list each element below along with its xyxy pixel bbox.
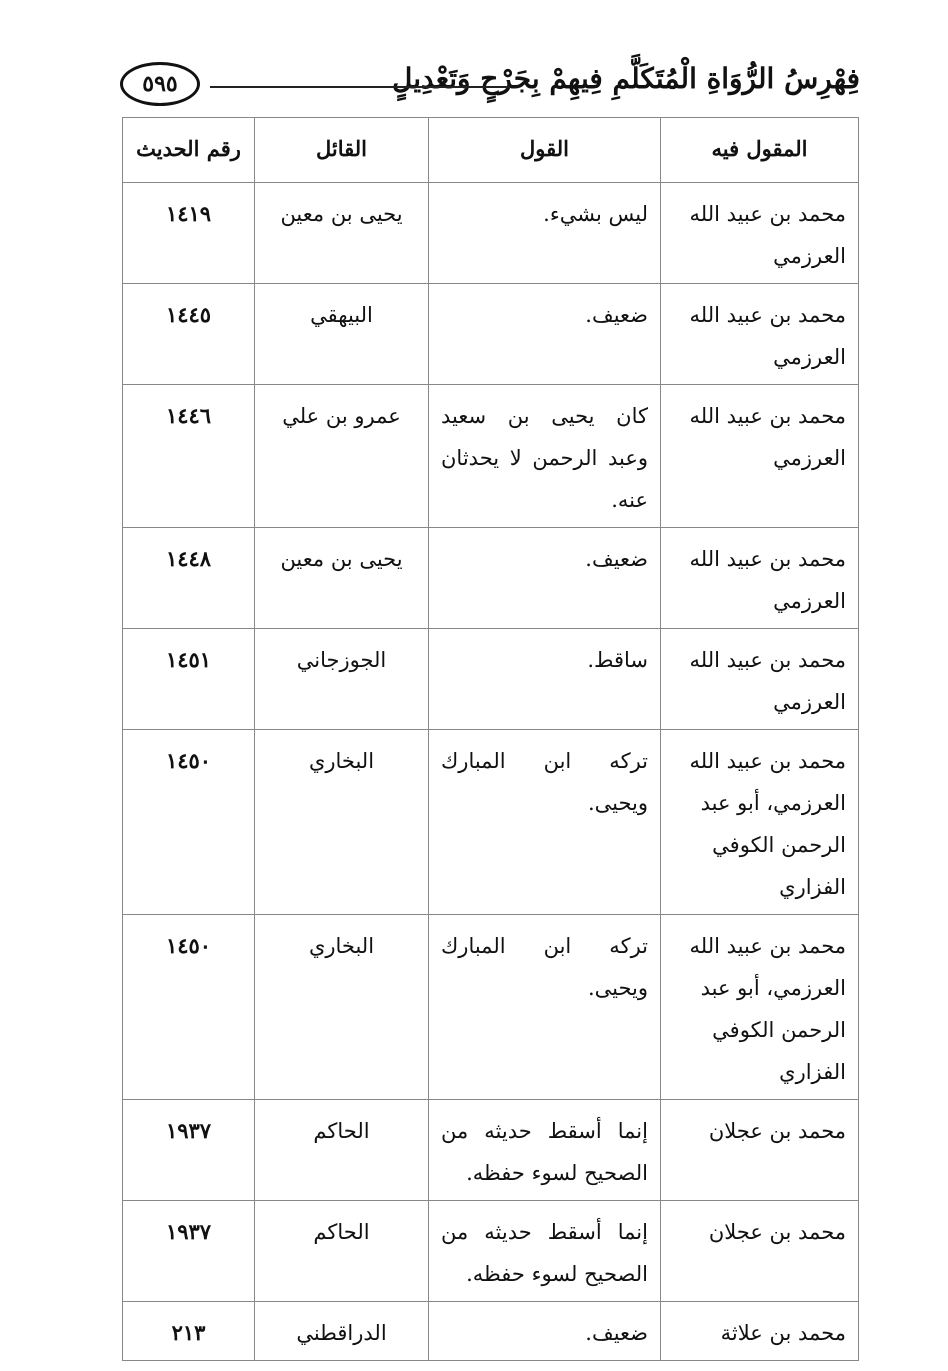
- cell-sayer: يحيى بن معين: [255, 528, 429, 629]
- cell-sayer: الدراقطني: [255, 1302, 429, 1361]
- page-title: فِهْرِسُ الرُّوَاةِ الْمُتَكَلَّمِ فِيهِمْ بِجَرْحٍ وَتَعْدِيلٍ: [392, 62, 860, 95]
- cell-hadith-number: ١٤٥٠: [123, 915, 255, 1100]
- cell-saying: ضعيف.: [429, 528, 661, 629]
- cell-hadith-number: ١٩٣٧: [123, 1100, 255, 1201]
- cell-hadith-number: ١٤٤٦: [123, 385, 255, 528]
- cell-hadith-number: ١٩٣٧: [123, 1201, 255, 1302]
- narrators-index-table: [122, 117, 859, 1361]
- header-rule: [210, 86, 510, 88]
- cell-sayer: البخاري: [255, 915, 429, 1100]
- cell-subject: محمد بن عبيد الله العرزمي: [661, 385, 859, 528]
- narrators-index-table-wrapper: [122, 117, 858, 1361]
- cell-hadith-number: ١٤١٩: [123, 183, 255, 284]
- cell-hadith-number: ١٤٥١: [123, 629, 255, 730]
- column-header-hadith-number: رقم الحديث: [123, 118, 255, 183]
- cell-saying: ضعيف.: [429, 284, 661, 385]
- column-header-saying: القول: [429, 118, 661, 183]
- cell-subject: محمد بن عجلان: [661, 1100, 859, 1201]
- table-header-row: [123, 118, 859, 183]
- page-number: ٥٩٥: [120, 62, 200, 106]
- cell-hadith-number: ١٤٤٥: [123, 284, 255, 385]
- column-header-subject: المقول فيه: [661, 118, 859, 183]
- cell-subject: محمد بن عبيد الله العرزمي، أبو عبد الرحمن الكوفي الفزاري: [661, 915, 859, 1100]
- cell-subject: محمد بن عبيد الله العرزمي، أبو عبد الرحمن الكوفي الفزاري: [661, 730, 859, 915]
- cell-saying: ساقط.: [429, 629, 661, 730]
- cell-saying: تركه ابن المبارك ويحيى.: [429, 730, 661, 915]
- table-row: [123, 915, 859, 1100]
- table-row: [123, 183, 859, 284]
- table-row: [123, 1201, 859, 1302]
- cell-sayer: البيهقي: [255, 284, 429, 385]
- cell-sayer: عمرو بن علي: [255, 385, 429, 528]
- table-row: [123, 284, 859, 385]
- cell-sayer: الحاكم: [255, 1100, 429, 1201]
- table-row: [123, 1302, 859, 1361]
- cell-saying: إنما أسقط حديثه من الصحيح لسوء حفظه.: [429, 1201, 661, 1302]
- table-row: [123, 730, 859, 915]
- cell-sayer: البخاري: [255, 730, 429, 915]
- cell-sayer: الجوزجاني: [255, 629, 429, 730]
- table-row: [123, 528, 859, 629]
- cell-hadith-number: ١٤٤٨: [123, 528, 255, 629]
- cell-subject: محمد بن عبيد الله العرزمي: [661, 629, 859, 730]
- cell-hadith-number: ٢١٣: [123, 1302, 255, 1361]
- table-row: [123, 629, 859, 730]
- table-row: [123, 1100, 859, 1201]
- cell-sayer: يحيى بن معين: [255, 183, 429, 284]
- cell-subject: محمد بن عبيد الله العرزمي: [661, 528, 859, 629]
- page-header: [115, 58, 860, 108]
- table-row: [123, 385, 859, 528]
- cell-sayer: الحاكم: [255, 1201, 429, 1302]
- cell-subject: محمد بن عبيد الله العرزمي: [661, 284, 859, 385]
- cell-saying: ليس بشيء.: [429, 183, 661, 284]
- cell-saying: تركه ابن المبارك ويحيى.: [429, 915, 661, 1100]
- cell-subject: محمد بن عبيد الله العرزمي: [661, 183, 859, 284]
- cell-subject: محمد بن علاثة: [661, 1302, 859, 1361]
- cell-hadith-number: ١٤٥٠: [123, 730, 255, 915]
- cell-saying: كان يحيى بن سعيد وعبد الرحمن لا يحدثان عنه.: [429, 385, 661, 528]
- column-header-sayer: القائل: [255, 118, 429, 183]
- cell-subject: محمد بن عجلان: [661, 1201, 859, 1302]
- cell-saying: إنما أسقط حديثه من الصحيح لسوء حفظه.: [429, 1100, 661, 1201]
- cell-saying: ضعيف.: [429, 1302, 661, 1361]
